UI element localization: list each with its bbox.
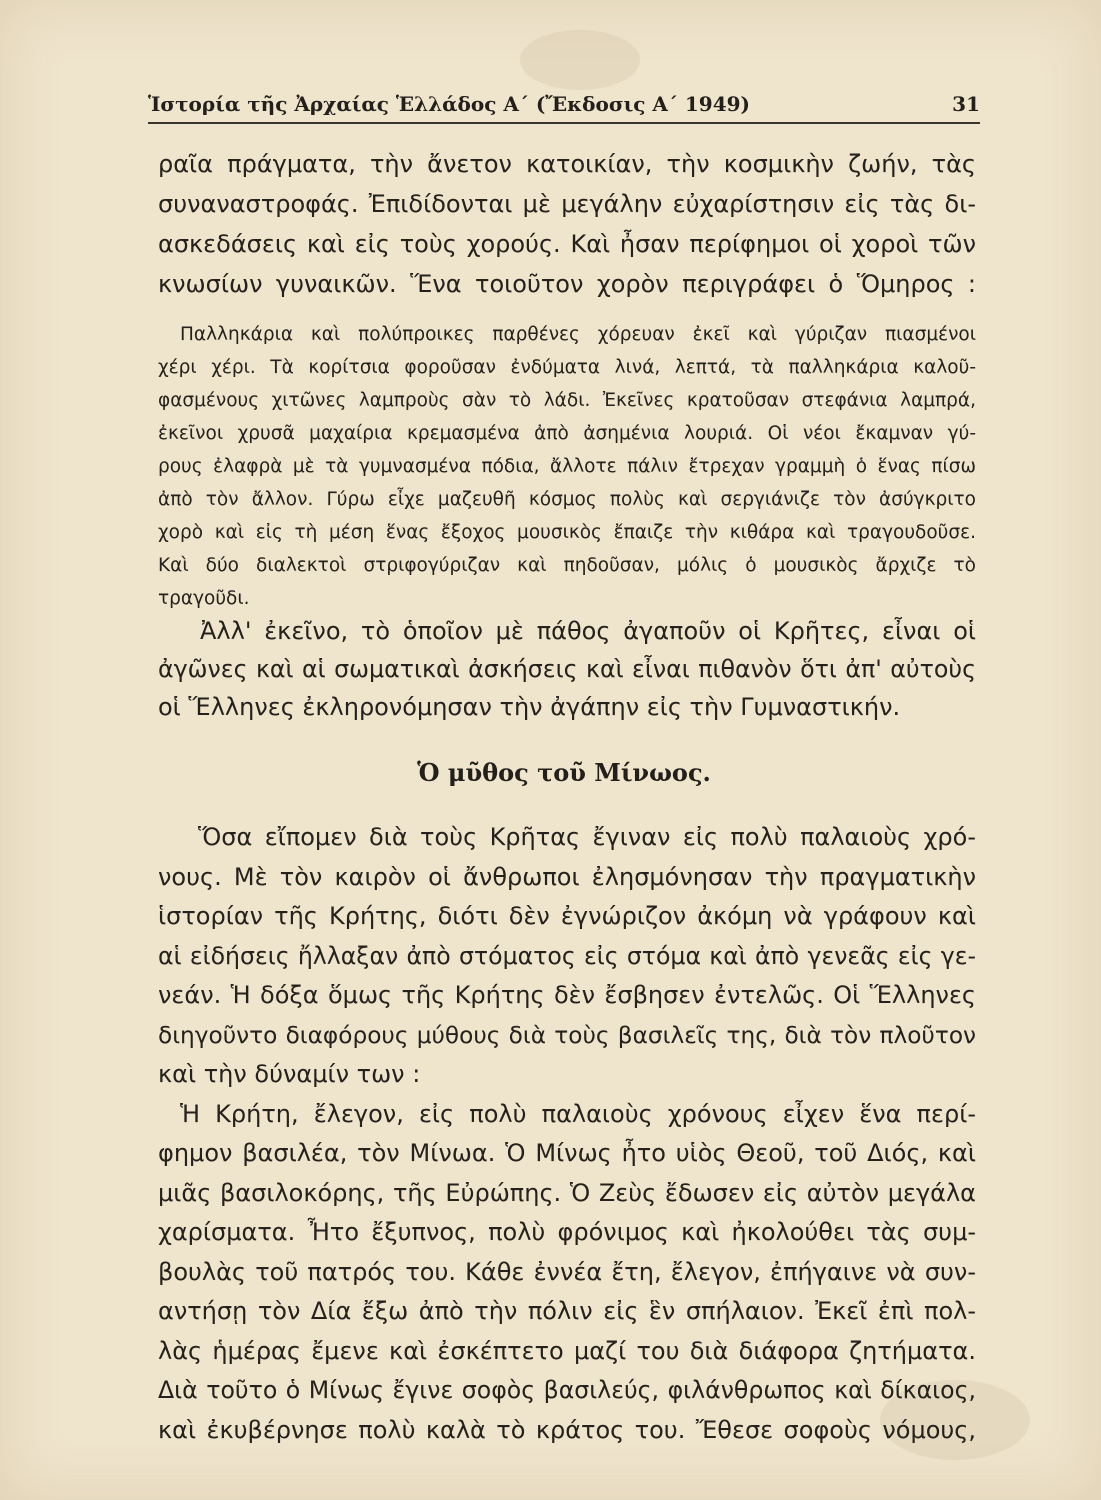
text-line: ασκεδάσεις καὶ εἰς τοὺς χορούς. Καὶ ἦσαν περίφημοι οἱ χοροὶ τῶν xyxy=(158,230,976,258)
page-number: 31 xyxy=(952,92,980,116)
section-heading: Ὁ μῦθος τοῦ Μίνωος. xyxy=(417,758,711,787)
text-line: ἀγῶνες καὶ αἱ σωματικαὶ ἀσκήσεις καὶ εἶναι πιθανὸν ὅτι ἀπ' αὐτοὺς xyxy=(158,655,976,683)
text-line: λὰς ἡμέρας ἔμενε καὶ ἐσκέπτετο μαζί του διὰ διάφορα ζητήματα. xyxy=(158,1336,976,1365)
paragraph-3 xyxy=(158,818,976,1450)
text-line: οἱ Ἕλληνες ἐκληρονόμησαν τὴν ἀγάπην εἰς τὴν Γυμναστικήν. xyxy=(158,693,901,721)
text-line: νεάν. Ἡ δόξα ὅμως τῆς Κρήτης δὲν ἔσβησεν ἐντελῶς. Οἱ Ἕλληνες xyxy=(158,981,976,1009)
quote-line: χέρι χέρι. Τὰ κορίτσια φοροῦσαν ἐνδύματα λινά, λεπτά, τὰ παλληκάρια καλοῦ- xyxy=(158,357,976,378)
text-line: ἱστορίαν τῆς Κρήτης, διότι δὲν ἐγνώριζον ἀκόμη νὰ γράφουν καὶ xyxy=(158,902,976,930)
text-line: Ὅσα εἴπομεν διὰ τοὺς Κρῆτας ἔγιναν εἰς πολὺ παλαιοὺς χρό- xyxy=(198,823,976,851)
text-line: Διὰ τοῦτο ὁ Μίνως ἔγινε σοφὸς βασιλεύς, φιλάνθρωπος καὶ δίκαιος, xyxy=(158,1376,976,1404)
text-line: αἱ εἰδήσεις ἤλλαξαν ἀπὸ στόματος εἰς στόμα καὶ ἀπὸ γενεᾶς εἰς γε- xyxy=(158,941,976,970)
running-header xyxy=(148,88,980,124)
paragraph-2 xyxy=(158,612,976,726)
text-line: μιᾶς βασιλοκόρης, τῆς Εὐρώπης. Ὁ Ζεὺς ἔδωσεν εἰς αὐτὸν μεγάλα xyxy=(158,1178,976,1207)
text-line: διηγοῦντο διαφόρους μύθους διὰ τοὺς βασιλεῖς της, διὰ τὸν πλοῦτον xyxy=(158,1021,976,1049)
text-line: ραῖα πράγματα, τὴν ἄνετον κατοικίαν, τὴν κοσμικὴν ζωήν, τὰς xyxy=(158,150,976,178)
text-line: καὶ ἐκυβέρνησε πολὺ καλὰ τὸ κράτος του. Ἔθεσε σοφοὺς νόμους, xyxy=(158,1415,976,1444)
running-title: Ἱστορία τῆς Ἀρχαίας Ἑλλάδος Α΄ (Ἔκδοσις Α΄ 1949) xyxy=(148,92,751,116)
quote-line: Καὶ δύο διαλεκτοὶ στριφογύριζαν καὶ πηδοῦσαν, μόλις ὁ μουσικὸς ἄρχιζε τὸ xyxy=(158,555,976,576)
homer-quote xyxy=(158,318,976,615)
text-line: Ἡ Κρήτη, ἔλεγον, εἰς πολὺ παλαιοὺς χρόνους εἶχεν ἕνα περί- xyxy=(180,1099,976,1128)
text-line: Ἀλλ' ἐκεῖνο, τὸ ὁποῖον μὲ πάθος ἀγαποῦν οἱ Κρῆτες, εἶναι οἱ xyxy=(200,617,976,645)
text-line: συναναστροφάς. Ἐπιδίδονται μὲ μεγάλην εὐχαρίστησιν εἰς τὰς δι- xyxy=(158,190,976,218)
quote-line: ἀπὸ τὸν ἄλλον. Γύρω εἶχε μαζευθῆ κόσμος πολὺς καὶ σεργιάνιζε τὸν ἀσύγκριτο xyxy=(158,489,976,510)
text-line: χαρίσματα. Ἦτο ἔξυπνος, πολὺ φρόνιμος καὶ ἠκολούθει τὰς συμ- xyxy=(158,1218,976,1246)
text-line: νους. Μὲ τὸν καιρὸν οἱ ἄνθρωποι ἐλησμόνησαν τὴν πραγματικὴν xyxy=(158,862,976,891)
text-line: κνωσίων γυναικῶν. Ἕνα τοιοῦτον χορὸν περιγράφει ὁ Ὅμηρος : xyxy=(158,270,976,298)
text-line: καὶ τὴν δύναμίν των : xyxy=(158,1060,421,1088)
quote-line: ἐκεῖνοι χρυσᾶ μαχαίρια κρεμασμένα ἀπὸ ἀσημένια λουριά. Οἱ νέοι ἔκαμναν γύ- xyxy=(158,423,976,444)
quote-line: φασμένους χιτῶνες λαμπροὺς σὰν τὸ λάδι. Ἐκεῖνες κρατοῦσαν στεφάνια λαμπρά, xyxy=(158,390,976,411)
text-line: βουλὰς τοῦ πατρός του. Κάθε ἐννέα ἔτη, ἔλεγον, ἐπήγαινε νὰ συν- xyxy=(158,1257,976,1286)
paragraph-1 xyxy=(158,144,976,304)
paper-stain xyxy=(520,30,640,90)
quote-line: χορὸ καὶ εἰς τὴ μέση ἕνας ἔξοχος μουσικὸς ἔπαιζε τὴν κιθάρα καὶ τραγουδοῦσε. xyxy=(158,522,976,543)
quote-line: τραγοῦδι. xyxy=(158,588,250,609)
text-line: φημον βασιλέα, τὸν Μίνωα. Ὁ Μίνως ἦτο υἱὸς Θεοῦ, τοῦ Διός, καὶ xyxy=(158,1139,976,1167)
quote-line: Παλληκάρια καὶ πολύπροικες παρθένες χόρευαν ἐκεῖ καὶ γύριζαν πιασμένοι xyxy=(180,324,976,345)
quote-line: ρους ἐλαφρὰ μὲ τὰ γυμνασμένα πόδια, ἄλλοτε πάλιν ἔτρεχαν γραμμὴ ὁ ἕνας πίσω xyxy=(158,456,976,477)
text-line: αντήσῃ τὸν Δία ἔξω ἀπὸ τὴν πόλιν εἰς ἓν σπήλαιον. Ἐκεῖ ἐπὶ πολ- xyxy=(158,1297,976,1325)
